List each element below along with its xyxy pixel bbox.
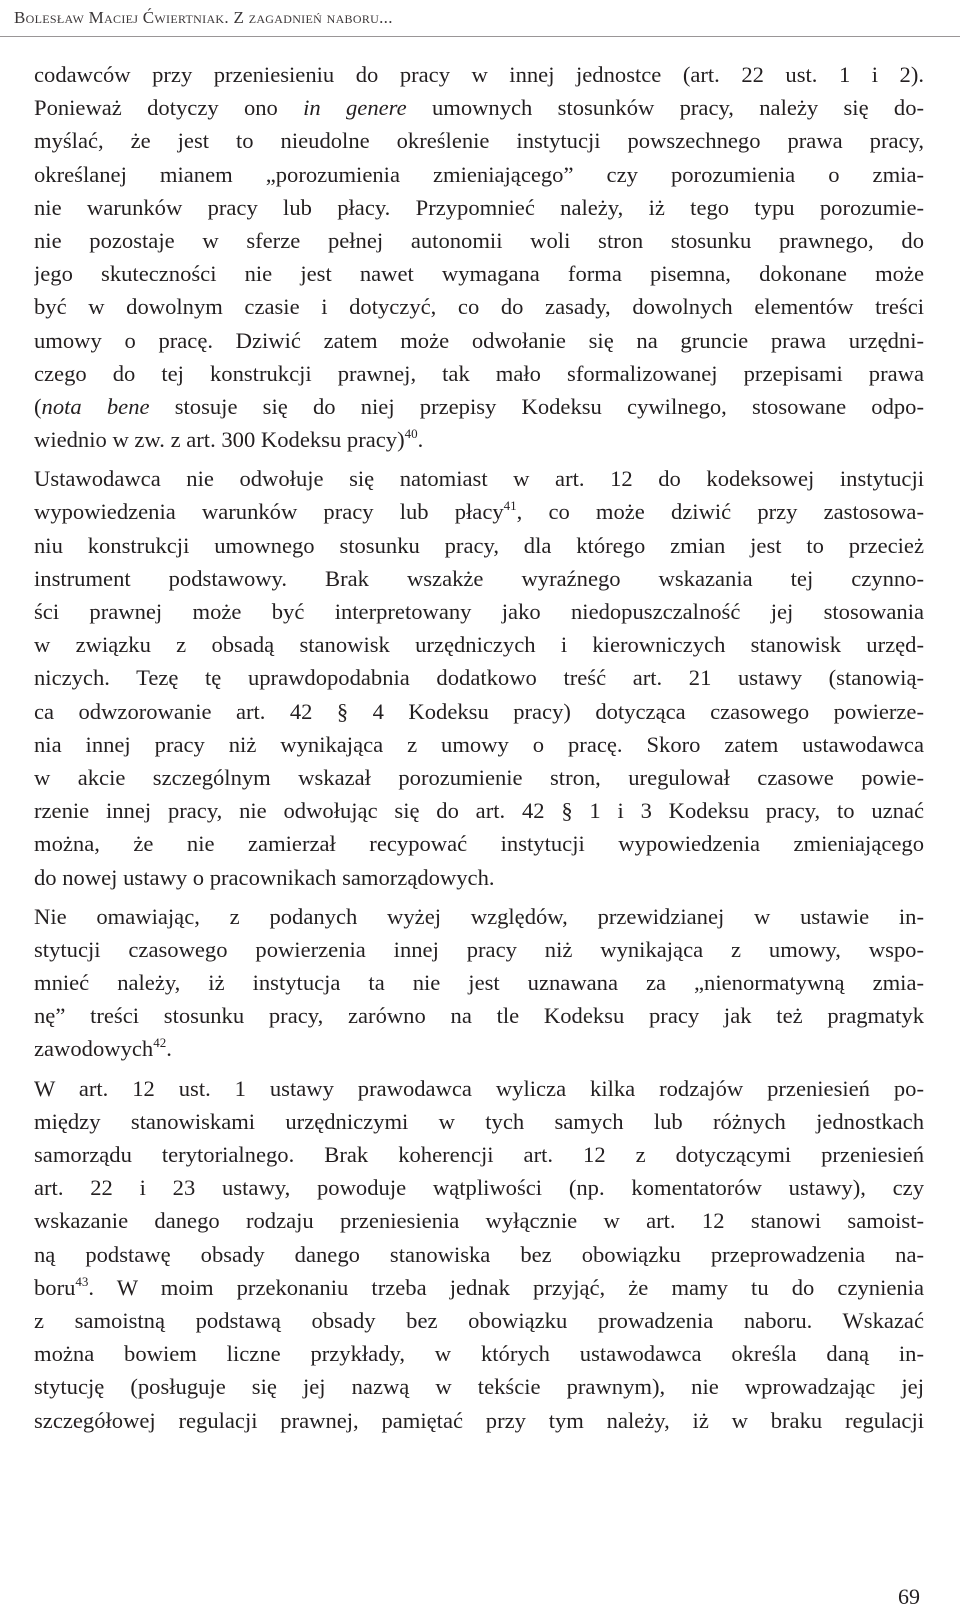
text-line: można bowiem liczne przykłady, w których ustawodawca określa daną in-: [34, 1341, 924, 1367]
paragraph: [34, 900, 924, 1066]
text-line: rzenie innej pracy, nie odwołując się do art. 42 § 1 i 3 Kodeksu pracy, to uznać: [34, 798, 924, 824]
text-line: instrument podstawowy. Brak wszakże wyraźnego wskazania tej czynno-: [34, 565, 924, 591]
text-line: nie pozostaje w sferze pełnej autonomii woli stron stosunku prawnego, do: [34, 227, 924, 253]
paragraph: [34, 1072, 924, 1437]
italic-phrase: nota bene: [41, 393, 150, 419]
text-line: między stanowiskami urzędniczymi w tych samych lub różnych jednostkach: [34, 1108, 924, 1134]
text-line: w akcie szczególnym wskazał porozumienie stron, uregulował czasowe powie-: [34, 764, 924, 790]
text-line: do nowej ustawy o pracownikach samorządowych.: [34, 864, 495, 890]
body-text: [34, 58, 924, 1437]
text-line: z samoistną podstawą obsady bez obowiązku prowadzenia naboru. Wskazać: [34, 1307, 924, 1333]
text-line: W art. 12 ust. 1 ustawy prawodawca wylicza kilka rodzajów przeniesień po-: [34, 1075, 924, 1101]
text-line: niu konstrukcji umownego stosunku pracy, dla którego zmian jest to przecież: [34, 532, 924, 558]
text-line: jego skuteczności nie jest nawet wymagana forma pisemna, dokonane może: [34, 261, 924, 287]
paragraph: [34, 58, 924, 456]
footnote-ref[interactable]: 43: [75, 1273, 89, 1289]
text-line: w związku z obsadą stanowisk urzędniczych i kierowniczych stanowisk urzęd-: [34, 632, 924, 658]
text-line: szczegółowej regulacji prawnej, pamiętać przy tym należy, iż w braku regulacji: [34, 1407, 924, 1433]
text-line: samorządu terytorialnego. Brak koherencji art. 12 z dotyczącymi przeniesień: [34, 1142, 924, 1167]
text-line: czego do tej konstrukcji prawnej, tak mało sformalizowanej przepisami prawa: [34, 360, 924, 386]
text-line: mnieć należy, iż instytucja ta nie jest uznawana za „nienormatywną zmia-: [34, 970, 924, 996]
text-line: zawodowych$^{42}$.: [34, 1035, 172, 1062]
page-number: 69: [898, 1584, 920, 1609]
text-line: myślać, że jest to nieudolne określenie instytucji powszechnego prawa pracy,: [34, 128, 924, 154]
text-line: stytucji czasowego powierzenia innej pracy niż wynikająca z umowy, wspo-: [34, 936, 924, 962]
text-line: ca odwzorowanie art. 42 § 4 Kodeksu pracy) dotycząca czasowego powierze-: [34, 698, 924, 724]
text-line: być w dowolnym czasie i dotyczyć, co do zasady, dowolnych elementów treści: [34, 294, 924, 320]
text-line: nie warunków pracy lub płacy. Przypomnieć należy, iż tego typu porozumie-: [34, 194, 924, 220]
header-rule: [0, 36, 960, 37]
text-line: wiednio w zw. z art. 300 Kodeksu pracy)$^{40}$.: [34, 426, 424, 453]
paragraph: [34, 462, 924, 893]
text-line: niczych. Tezę tę uprawdopodabnia dodatkowo treść art. 21 ustawy (stanowią-: [34, 665, 924, 691]
footnote-ref[interactable]: 40: [404, 426, 418, 442]
text-line: art. 22 i 23 ustawy, powoduje wątpliwości (np. komentatorów ustawy), czy: [34, 1175, 924, 1201]
text-line: ści prawnej może być interpretowany jako niedopuszczalność jej stosowania: [34, 599, 924, 624]
text-line: ną podstawę obsady danego stanowiska bez obowiązku przeprowadzenia na-: [34, 1241, 924, 1267]
italic-phrase: in genere: [303, 95, 407, 121]
text-line: nę” treści stosunku pracy, zarówno na tle Kodeksu pracy jak też pragmatyk: [34, 1003, 924, 1029]
text-line: można, że nie zamierzał recypować instytucji wypowiedzenia zmieniającego: [34, 831, 924, 857]
text-line: nia innej pracy niż wynikająca z umowy o pracę. Skoro zatem ustawodawca: [34, 731, 924, 757]
footnote-ref[interactable]: 41: [503, 498, 517, 514]
text-line: boru$^{43}$. W moim przekonaniu trzeba jednak przyjąć, że mamy tu do czynienia: [34, 1273, 924, 1300]
text-line: wskazanie danego rodzaju przeniesienia wyłącznie w art. 12 stanowi samoist-: [34, 1208, 924, 1234]
running-head: Bolesław Maciej Ćwiertniak. Z zagadnień naboru...: [14, 8, 393, 27]
footnote-ref[interactable]: 42: [153, 1035, 167, 1051]
text-line: codawców przy przeniesieniu do pracy w innej jednostce (art. 22 ust. 1 i 2).: [34, 62, 924, 87]
text-line: (nota bene stosuje się do niej przepisy Kodeksu cywilnego, stosowane odpo-: [34, 393, 924, 419]
text-line: stytucję (posługuje się jej nazwą w tekście prawnym), nie wprowadzając jej: [34, 1374, 924, 1400]
text-line: określanej mianem „porozumienia zmieniającego” czy porozumienia o zmia-: [34, 161, 924, 187]
text-line: Ustawodawca nie odwołuje się natomiast w art. 12 do kodeksowej instytucji: [34, 466, 924, 492]
text-line: wypowiedzenia warunków pracy lub płacy$^{41}$, co może dziwić przy zastosowa-: [34, 498, 924, 525]
text-line: umowy o pracę. Dziwić zatem może odwołanie się na gruncie prawa urzędni-: [34, 327, 924, 353]
text-line: Nie omawiając, z podanych wyżej względów, przewidzianej w ustawie in-: [34, 903, 924, 929]
text-line: Ponieważ dotyczy ono in genere umownych stosunków pracy, należy się do-: [34, 95, 924, 121]
